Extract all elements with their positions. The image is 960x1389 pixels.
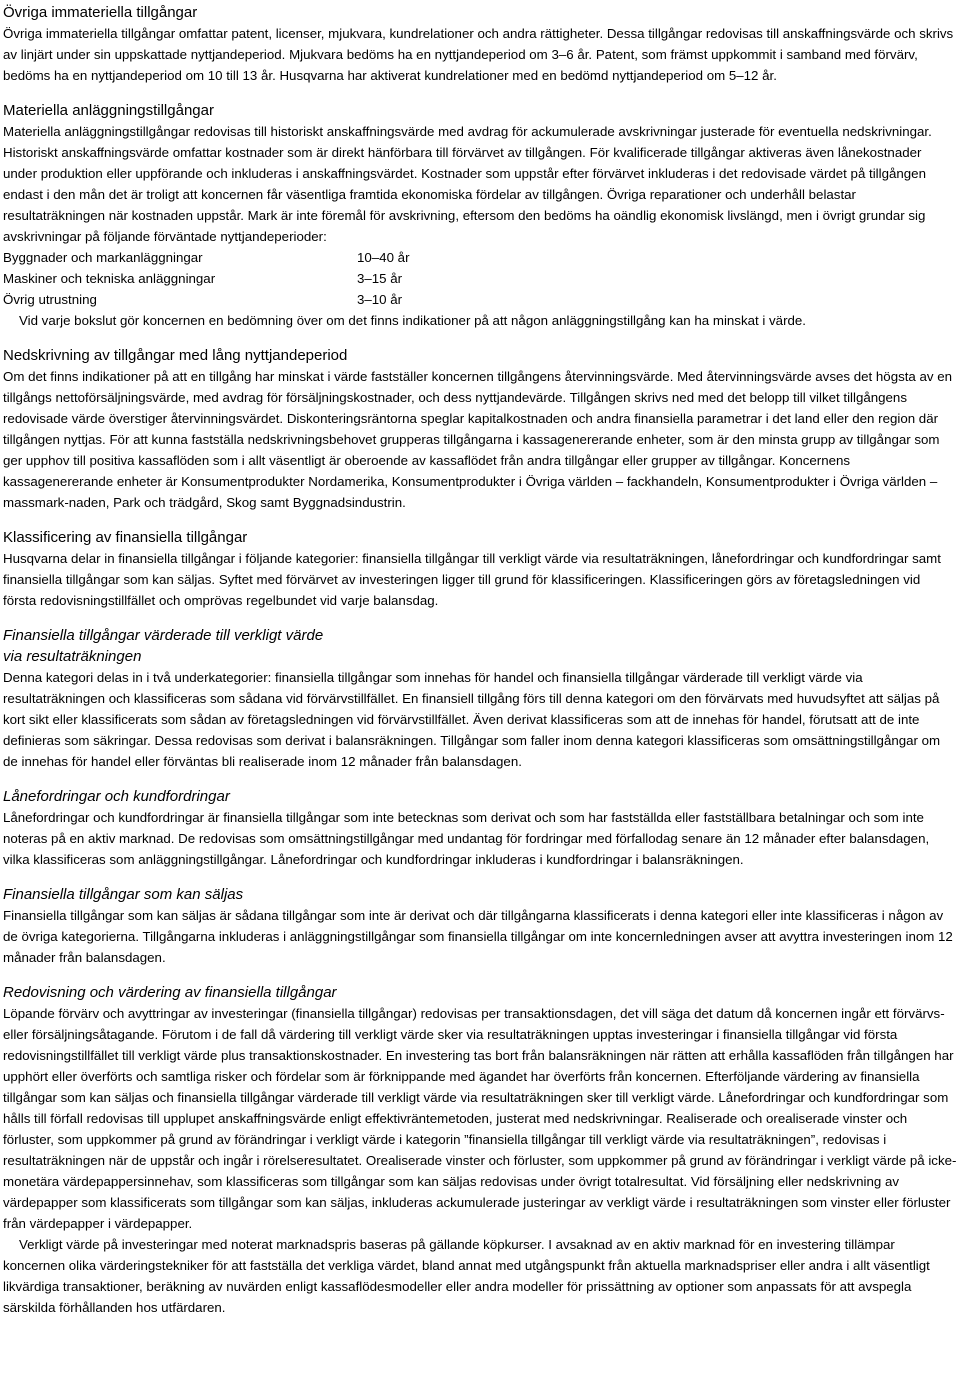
- section-heading: Finansiella tillgångar som kan säljas: [3, 886, 244, 903]
- section-heading: Redovisning och värdering av finansiella tillgångar: [3, 984, 337, 1001]
- section-paragraph: Övriga immateriella tillgångar omfattar patent, licenser, mjukvara, kundrelationer och andra rättigheter. Dessa tillgångar redovisas till anskaffningsvärde och skrivs av linjärt under sin uppskattade nyttjandeperiod. Mjukvara bedöms ha en nyttjandeperiod om 3–6 år. Patent, som främst uppkommit i samband med förvärv, bedöms ha en nyttjandeperiod om 10 till 13 år. Husqvarna har aktiverat kundrelationer med en bedömd nyttjandeperiod om 5–12 år.: [3, 26, 954, 83]
- depreciation-row: [3, 289, 957, 310]
- section-heading: Lånefordringar och kundfordringar: [3, 788, 230, 805]
- section-klassificering: [3, 527, 957, 611]
- depreciation-category: Maskiner och tekniska anläggningar: [3, 271, 216, 286]
- depreciation-period: 10–40 år: [357, 250, 410, 265]
- section-paragraph: Denna kategori delas in i två underkategorier: finansiella tillgångar som innehas för handel och finansiella tillgångar värderade till verkligt värde via resultaträkningen och klassificeras som sådana vid förvärvstillfället. En finansiell tillgång förs till denna kategori om den förvärvats med huvudsyftet att säljas på kort sikt eller klassificerats som sådan av företagsledningen vid förvärvstillfället. Även derivat klassificeras som att de innehas för handel, förutsatt att de inte definieras som säkringar. Dessa redovisas som derivat i balansräkningen. Tillgångar som faller inom denna kategori klassificeras som omsättningstillgångar om de innehas för handel eller förväntas bli realiserade inom 12 månader från balansdagen.: [3, 670, 941, 769]
- section-paragraph: Lånefordringar och kundfordringar är finansiella tillgångar som inte betecknas som derivat och som har fastställda eller fastställbara betalningar och som inte noteras på en aktiv marknad. De redovisas som omsättningstillgångar med undantag för fordringar med förfallodag senare än 12 månader efter balansdagen, vilka klassificeras som anläggningstillgångar. Lånefordringar och kundfordringar inkluderas i kundfordringar i balansräkningen.: [3, 810, 930, 867]
- depreciation-period: 3–10 år: [357, 292, 403, 307]
- depreciation-row: [3, 247, 957, 268]
- section-materiella: [3, 100, 957, 331]
- section-paragraph: Löpande förvärv och avyttringar av investeringar (finansiella tillgångar) redovisas per transaktionsdagen, det vill säga det datum då koncernen ingår ett förvärvs- eller försäljningsåtagande. Förutom i de fall då värdering till verkligt värde sker via resultaträkningen upptas investeringar i finansiella tillgångar vid första redovisningstillfället till verkligt värde plus transaktionskostnader. En investering tas bort från balansräkningen när rätten att erhålla kassaflöden från tillgången har upphört eller överförts och samtliga risker och fördelar som är förknippande med ägandet har överförts från koncernen. Efterföljande värdering av finansiella tillgångar som kan säljas och finansiella tillgångar värderade till verkligt värde via resultaträkningen sker till verkligt värde. Lånefordringar och kundfordringar som hålls till förfall redovisas till upplupet anskaffningsvärde enligt effektivräntemetoden, justerat med nedskrivningar. Realiserade och orealiserade vinster och förluster, som uppkommer på grund av förändringar i verkligt värde i kategorin ”finansiella tillgångar till verkligt värde via resultaträkningen”, redovisas i resultaträkningen när de uppstår och ingår i rörelseresultatet. Orealiserade vinster och förluster, som uppkommer på grund av förändringar i verkligt värde på icke-monetära värdepappersinnehav, som klassificeras som tillgångar som kan säljas redovisas under övrigt totalresultat. Vid försäljning eller nedskrivning av värdepapper som klassificerats som tillgångar som kan säljas, inkluderas ackumulerade justeringar av verkligt värde i resultaträkningen som vinster eller förluster från värdepapper i värdepapper.: [3, 1006, 957, 1231]
- section-closing-paragraph: Vid varje bokslut gör koncernen en bedömning över om det finns indikationer på att någon anläggningstillgång kan ha minskat i värde.: [19, 313, 806, 328]
- section-paragraph: Verkligt värde på investeringar med noterat marknadspris baseras på gällande köpkurser. I avsaknad av en aktiv marknad för en investering tillämpar koncernen olika värderingstekniker för att fastställa det verkliga värdet, bland annat med utgångspunkt från aktuella marknadspriser eller andra i allt väsentligt likvärdiga transaktioner, beräkning av nuvärden enligt kassaflödesmodeller eller andra modeller för prissättning av optioner som anpassats för att avspegla särskilda förhållanden hos utfärdaren.: [3, 1237, 930, 1315]
- depreciation-period: 3–15 år: [357, 271, 403, 286]
- section-heading: Materiella anläggningstillgångar: [3, 102, 214, 119]
- section-heading: Övriga immateriella tillgångar: [3, 4, 198, 21]
- depreciation-category: Byggnader och markanläggningar: [3, 250, 203, 265]
- section-heading: Klassificering av finansiella tillgångar: [3, 529, 248, 546]
- section-heading: Finansiella tillgångar värderade till verkligt värde: [3, 627, 324, 644]
- depreciation-row: [3, 268, 957, 289]
- section-paragraph: Materiella anläggningstillgångar redovisas till historiskt anskaffningsvärde med avdrag för ackumulerade avskrivningar justerade för eventuella nedskrivningar. Historiskt anskaffningsvärde omfattar kostnader som är direkt hänförbara till förvärvet av tillgången. För kvalificerade tillgångar aktiveras även lånekostnader under produktion eller uppförande och inkluderas i anskaffningsvärdet. Kostnader som uppstår efter förvärvet inkluderas i det redovisade värdet på tillgången endast i den mån det är troligt att koncernen får väsentliga framtida ekonomiska fördelar av tillgången. Övriga reparationer och underhåll belastar resultaträkningen när kostnaden uppstår. Mark är inte föremål för avskrivning, eftersom den bedöms ha oändlig ekonomisk livslängd, men i övrigt grundar sig avskrivningar på följande förväntade nyttjandeperioder:: [3, 124, 932, 244]
- section-lanefordringar: [3, 786, 957, 870]
- section-ovriga: [3, 2, 957, 86]
- section-paragraph: Finansiella tillgångar som kan säljas är sådana tillgångar som inte är derivat och där tillgångarna klassificerats i denna kategori eller inte klassificeras i någon av de övriga kategorierna. Tillgångarna inkluderas i anläggningstillgångar som finansiella tillgångar om inte koncernledningen avser att avyttra investeringen inom 12 månader från balansdagen.: [3, 908, 953, 965]
- section-heading-line2: via resultaträkningen: [3, 648, 142, 665]
- section-paragraph: Husqvarna delar in finansiella tillgångar i följande kategorier: finansiella tillgångar till verkligt värde via resultaträkningen, lånefordringar och kundfordringar samt finansiella tillgångar som kan säljas. Syftet med förvärvet av investeringen ligger till grund för klassificeringen. Klassificeringen görs av företagsledningen vid första redovisningstillfället och omprövas regelbundet vid varje balansdag.: [3, 551, 941, 608]
- depreciation-category: Övrig utrustning: [3, 292, 97, 307]
- section-paragraph: Om det finns indikationer på att en tillgång har minskat i värde fastställer koncernen tillgångens återvinningsvärde. Med återvinningsvärde avses det högsta av en tillgångs nettoförsäljningsvärde, med avdrag för försäljningskostnader, och dess nyttjandevärde. Tillgången skrivs ned med det belopp till vilket tillgångens redovisade värde överstiger återvinningsvärdet. Diskonteringsräntorna speglar kapitalkostnaden och andra finansiella parametrar i det land eller den region där tillgången nyttjas. För att kunna fastställa nedskrivningsbehovet grupperas tillgångarna i kassagenererande enheter, som är den minsta grupp av tillgångar som ger upphov till positiva kassaflöden som i allt väsentligt är oberoende av kassaflödet från andra tillgångar eller grupper av tillgångar. Koncernens kassagenererande enheter är Konsumentprodukter Nordamerika, Konsumentprodukter i Övriga världen – fackhandeln, Konsumentprodukter i Övriga världen – massmark-naden, Park och trädgård, Skog samt Byggnadsindustrin.: [3, 369, 953, 510]
- section-redovisning: [3, 982, 957, 1318]
- section-nedskrivning: [3, 345, 957, 513]
- section-kan-saljas: [3, 884, 957, 968]
- section-heading: Nedskrivning av tillgångar med lång nyttjandeperiod: [3, 347, 348, 364]
- section-verkligt-varde: [3, 625, 957, 772]
